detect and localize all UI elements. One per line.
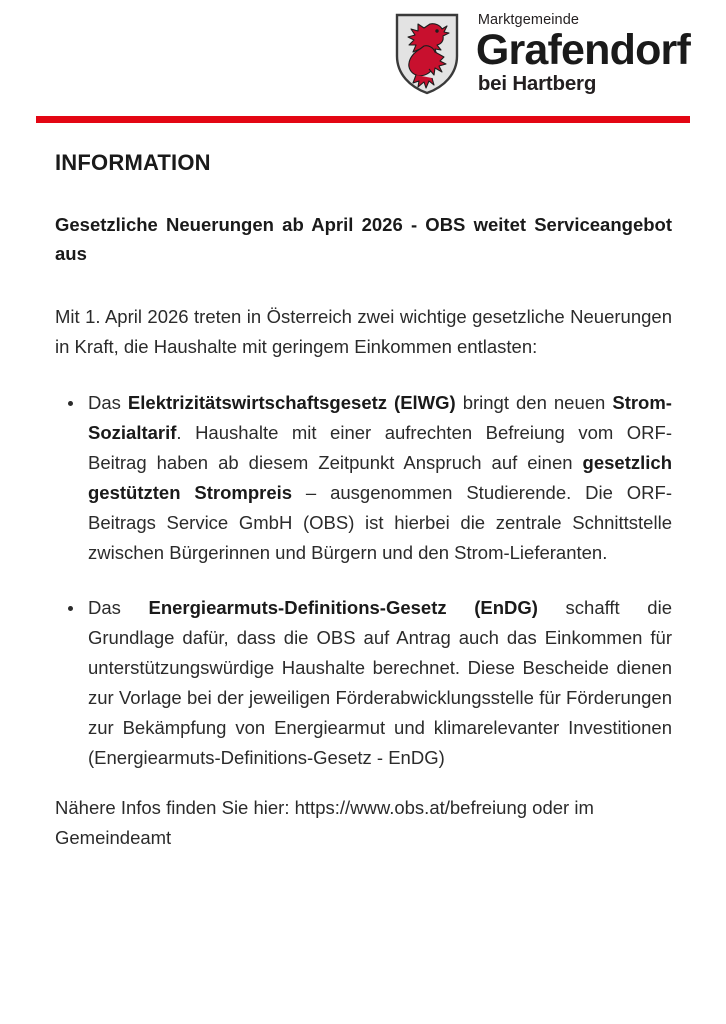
logo-line-bei-hartberg: bei Hartberg (477, 72, 597, 96)
bullet-1-text-3: . Haushalte mit einer aufrechten Befreiung vom ORF-Beitrag haben ab diesem Zeitpunkt Anspruch auf einen (88, 421, 672, 473)
bullet-1-bold-1: Elektrizitätswirtschaftsgesetz (ElWG) (127, 391, 456, 413)
logo-line-marktgemeinde: Marktgemeinde (477, 12, 580, 29)
bullet-2-text-1: Das (88, 597, 149, 619)
document-body (55, 150, 672, 853)
bullet-1-bold-3: gesetzlich gestützten Strompreis (88, 451, 672, 503)
bullet-1-text-1: Das (88, 391, 128, 413)
logo-wordmark (476, 13, 690, 94)
bullet-1-text-2: bringt den neuen (455, 391, 613, 413)
page-header (0, 0, 726, 110)
bullet-2-text-2: schafft die Grundlage dafür, dass die OBS auf Antrag auch das Einkommen für unterstützungswürdige Haushalte berechnet. Diese Bescheide dienen zur Vorlage bei der jeweiligen Förderabwicklungsstelle für Förderungen zur Bekämpfung von Energiearmut und klimarelevanter Investitionen (Energiearmuts-Definitions-Gesetz - EnDG) (88, 597, 672, 769)
obs-link[interactable]: https://www.obs.at/befreiung (294, 797, 528, 819)
bullet-2-bold-1: Energiearmuts-Definitions-Gesetz (EnDG) (148, 597, 538, 619)
closing-suffix-text: oder im Gemeindeamt (55, 797, 594, 849)
coat-of-arms-icon (394, 12, 460, 96)
header-red-divider (36, 116, 690, 123)
list-item (55, 388, 672, 568)
bullet-1-bold-2: Strom-Sozialtarif (88, 391, 672, 443)
intro-paragraph: Mit 1. April 2026 treten in Österreich zwei wichtige gesetzliche Neuerungen in Kraft, die Haushalte mit geringem Einkommen entlasten: (55, 305, 672, 357)
municipality-logo (394, 12, 690, 96)
document-subtitle: Gesetzliche Neuerungen ab April 2026 - OBS weitet Serviceangebot aus (55, 214, 672, 265)
closing-paragraph (55, 793, 672, 853)
page-title: INFORMATION (55, 150, 211, 175)
bullet-1-text-4: – ausgenommen Studierende. Die ORF-Beitrags Service GmbH (OBS) ist hierbei die zentrale Schnittstelle zwischen Bürgerinnen und Bürgern und den Strom-Lieferanten. (88, 481, 672, 563)
list-item (55, 593, 672, 773)
logo-line-grafendorf: Grafendorf (475, 25, 690, 74)
information-bullet-list (55, 388, 672, 774)
closing-prefix-text: Nähere Infos finden Sie hier: (55, 797, 295, 819)
